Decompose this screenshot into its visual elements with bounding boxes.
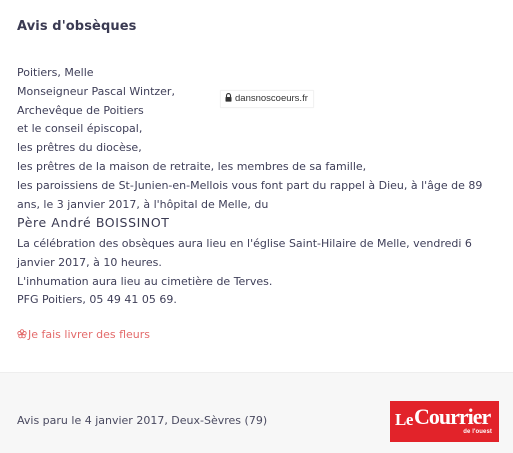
notice-line-priests: les prêtres du diocèse, (17, 141, 142, 155)
flower-icon (17, 329, 27, 342)
logo-prefix: Le (395, 410, 413, 429)
site-watermark (220, 90, 314, 108)
send-flowers-link[interactable] (17, 328, 150, 342)
notice-line-retirement: les prêtres de la maison de retraite, les membres de sa famille, (17, 159, 367, 173)
lock-icon (225, 92, 232, 108)
logo-subtitle: de l'ouest (463, 429, 492, 435)
deceased-name: Père André BOISSINOT (17, 215, 170, 230)
notice-body (17, 64, 497, 214)
notice-title: Avis d'obsèques (17, 19, 137, 34)
logo-name: Courrier (414, 404, 491, 429)
ceremony-details (17, 235, 495, 310)
burial-line: L'inhumation aura lieu au cimetière de Terves. (17, 274, 273, 288)
send-flowers-label[interactable]: Je fais livrer des fleurs (28, 328, 150, 341)
publication-info: Avis paru le 4 janvier 2017, Deux-Sèvres (79) (17, 414, 268, 427)
le-courrier-logo[interactable] (390, 401, 499, 442)
notice-line-archbishop: Archevêque de Poitiers (17, 103, 144, 117)
funeral-home-line: PFG Poitiers, 05 49 41 05 69. (17, 293, 177, 307)
ceremony-line: La célébration des obsèques aura lieu en l'église Saint-Hilaire de Melle, vendredi 6 janvier 2017, à 10 heures. (17, 237, 472, 269)
notice-line-location: Poitiers, Melle (17, 66, 94, 79)
notice-line-bishop: Monseigneur Pascal Wintzer, (17, 84, 175, 98)
notice-line-announcement: les paroissiens de St-Junien-en-Mellois vous font part du rappel à Dieu, à l'âge de 89 ans, le 3 janvier 2017, à l'hôpital de Melle, du (17, 178, 483, 211)
footer (0, 372, 513, 453)
notice-line-council: et le conseil épiscopal, (17, 122, 143, 136)
watermark-text: dansnoscoeurs.fr (235, 93, 308, 104)
